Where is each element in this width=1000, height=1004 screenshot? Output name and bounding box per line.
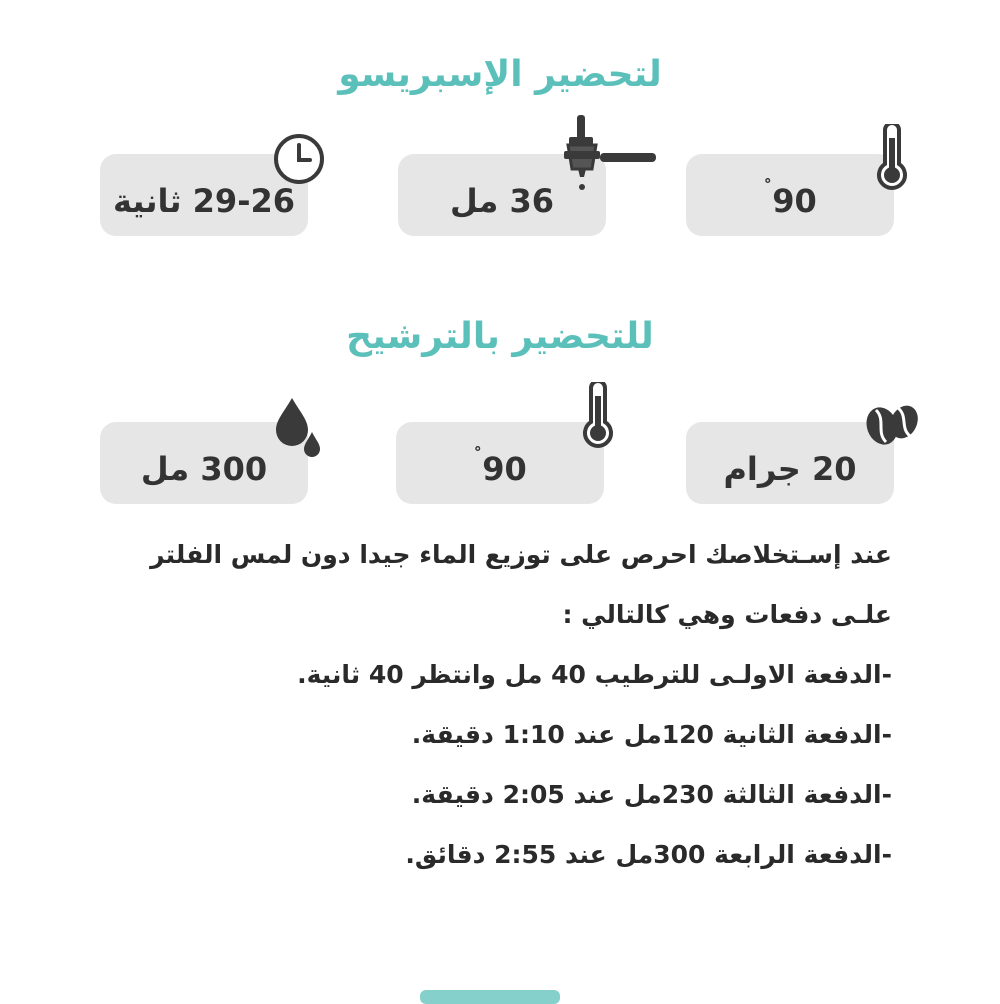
instruction-line: -الدفعة الاولـى للترطيب 40 مل وانتظر 40 ثانية.: [297, 660, 892, 689]
instruction-line: -الدفعة الثانية 120مل عند 1:10 دقيقة.: [411, 720, 892, 749]
filter-title: للتحضير بالترشيح: [346, 316, 654, 357]
thermometer-icon: [578, 382, 618, 450]
espresso-temperature-card: [686, 154, 894, 236]
filter-temperature-value: 90˚: [473, 446, 527, 488]
filter-water-value: 300 مل: [140, 450, 268, 488]
espresso-time-value: 29-26 ثانية: [113, 182, 295, 220]
instruction-line: علـى دفعات وهي كالتالي :: [562, 600, 892, 629]
next-section-title-fragment: [420, 990, 560, 1004]
instruction-line: -الدفعة الرابعة 300مل عند 2:55 دقائق.: [405, 840, 892, 869]
espresso-volume-value: 36 مل: [449, 182, 555, 220]
thermometer-icon: [872, 124, 912, 192]
clock-icon: [272, 132, 326, 186]
espresso-temperature-value: 90˚: [763, 178, 817, 220]
water-drops-icon: [272, 394, 324, 460]
instruction-line: عند إسـتخلاصك احرص على توزيع الماء جيدا دون لمس الفلتر: [150, 540, 892, 569]
brewing-instructions: [92, 525, 892, 885]
espresso-title: لتحضير الإسبريسو: [338, 54, 662, 95]
instruction-line: -الدفعة الثالثة 230مل عند 2:05 دقيقة.: [411, 780, 892, 809]
portafilter-icon: [560, 115, 660, 195]
coffee-beans-icon: [862, 400, 922, 448]
filter-coffee-value: 20 جرام: [723, 450, 857, 488]
filter-temperature-card: [396, 422, 604, 504]
